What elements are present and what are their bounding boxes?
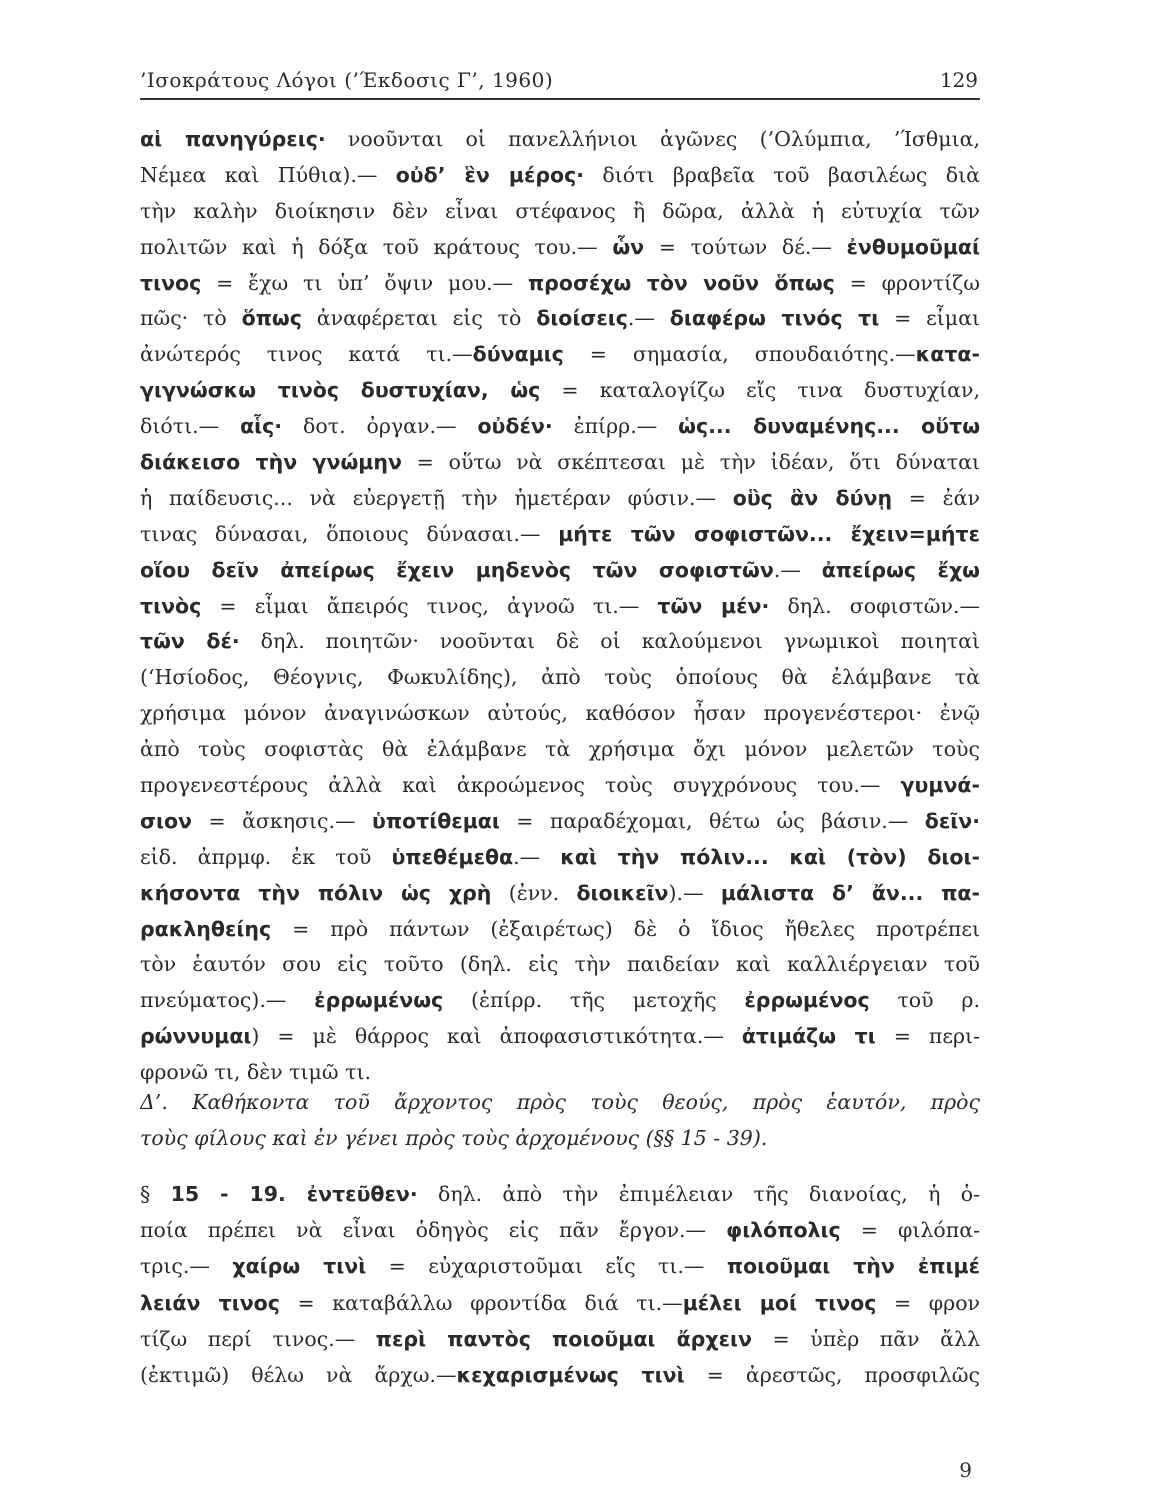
headword: δεῖν· (924, 808, 981, 833)
headword: οὐδέν· (477, 414, 553, 439)
section-heading-line-2: τοὺς φίλους καὶ ἐν γένει πρὸς τοὺς ἀρχομένους (§§ 15 - 39). (140, 1125, 768, 1150)
headword: ἐρρωμένως (314, 988, 444, 1013)
gloss-text: τρις.— (140, 1254, 233, 1279)
gloss-text: δηλ. ἀπὸ τὴν ἐπιμέλειαν τῆς διανοίας, ἡ ὁ- (417, 1182, 980, 1206)
gloss-text: φρονῶ τι, δὲν τιμῶ τι. (140, 1060, 372, 1085)
gloss-text: ἐπίρρ.— (552, 414, 679, 439)
text-line (140, 696, 980, 732)
headword: δύναμις (472, 342, 564, 367)
headword: μάλιστα δ’ ἄν... πα- (720, 880, 980, 905)
text-line (140, 840, 980, 876)
text-line (140, 553, 980, 589)
gloss-text: εἰδ. ἀπρμφ. ἐκ τοῦ (140, 844, 392, 869)
headword: ρώννυμαι (140, 1024, 252, 1049)
text-line (140, 158, 980, 194)
gloss-text: διότι.— (140, 414, 241, 439)
gloss-text: = ἔχω τι ὑπ’ ὄψιν μου.— (201, 270, 528, 295)
gloss-text: = πρὸ πάντων (ἐξαιρέτως) δὲ ὁ ἴδιος ἤθελες προτρέπει (271, 916, 980, 941)
glossary-text-block-1 (140, 122, 980, 1091)
gloss-text: τὴν καλὴν διοίκησιν δὲν εἶναι στέφανος ἢ δῶρα, ἀλλὰ ἡ εὐτυχία τῶν (140, 198, 980, 223)
running-header (140, 68, 980, 98)
gloss-text: πῶς· τὸ (140, 306, 242, 331)
gloss-text: Νέμεα καὶ Πύθια).— (140, 162, 396, 187)
signature-mark: 9 (959, 1458, 972, 1482)
gloss-text: ἀναφέρεται εἰς τὸ (301, 306, 537, 331)
gloss-text: πνεύματος).— (140, 988, 315, 1013)
text-line (140, 122, 980, 158)
gloss-text: προγενεστέρους ἀλλὰ καὶ ἀκροώμενος τοὺς συγχρόνους του.— (140, 773, 901, 798)
text-line (140, 373, 980, 409)
text-line (140, 409, 980, 445)
text-line (140, 768, 980, 804)
gloss-text: (ἐνν. (491, 880, 577, 905)
text-line (140, 912, 980, 948)
gloss-text: = ἐάν (892, 485, 980, 510)
gloss-text: = εἶμαι ἄπειρός τινος, ἀγνοῶ τι.— (201, 593, 658, 618)
headword: ἀτιμάζω τι (741, 1024, 876, 1049)
section-heading-line-1: Δ’. Καθήκοντα τοῦ ἄρχοντος πρὸς τοὺς θεούς, πρὸς ἑαυτόν, πρὸς (140, 1090, 980, 1114)
headword: λειάν τινος (140, 1290, 280, 1315)
text-line (140, 1212, 980, 1248)
gloss-text: = καταλογίζω εἴς τινα δυστυχίαν, (540, 378, 980, 403)
headword: κατα- (915, 342, 980, 367)
headword: ποιοῦμαι τὴν ἐπιμέ (726, 1254, 981, 1279)
headword: κεχαρισμένως τινὶ (456, 1362, 685, 1387)
headword: τινος (140, 270, 202, 295)
text-line (140, 337, 980, 373)
gloss-text: = φροντίζω (834, 270, 980, 295)
gloss-text: = σημασία, σπουδαιότης.— (563, 342, 916, 367)
gloss-text: = φιλόπα- (840, 1218, 980, 1243)
text-line (140, 1019, 980, 1055)
text-line (140, 517, 980, 553)
text-line (140, 230, 980, 266)
gloss-text: ἀνώτερός τινος κατά τι.— (140, 342, 473, 367)
gloss-text: τοῦ ρ. (869, 988, 980, 1013)
headword: ρακληθείης (140, 916, 272, 941)
text-line (140, 301, 980, 337)
headword: χαίρω τινὶ (232, 1254, 367, 1279)
headword: καὶ τὴν πόλιν... καὶ (τὸν) διοι- (560, 844, 981, 869)
headword: ὧν (612, 234, 645, 259)
headword: ἐνθυμοῦμαί (846, 234, 980, 259)
headword: διοικεῖν (576, 880, 669, 905)
text-line (140, 1248, 980, 1284)
gloss-text: = φρον (876, 1290, 980, 1315)
headword: ὑποτίθεμαι (371, 808, 500, 833)
gloss-text: ἀπὸ τοὺς σοφιστὰς θὰ ἐλάμβανε τὰ χρήσιμα ὄχι μόνον μελετῶν τοὺς (140, 737, 980, 762)
glossary-text-block-2 (140, 1176, 980, 1393)
headword: ὑπεθέμεθα (391, 844, 514, 869)
gloss-text: τίζω περί τινος.— (140, 1326, 376, 1351)
gloss-text: = παραδέχομαι, θέτω ὡς βάσιν.— (499, 808, 925, 833)
headword: κήσοντα τὴν πόλιν ὡς χρὴ (140, 880, 492, 905)
headword: προσέχω τὸν νοῦν ὅπως (527, 270, 835, 295)
text-line (140, 732, 980, 768)
headword: μήτε τῶν σοφιστῶν... ἔχειν=μήτε (558, 521, 980, 546)
headword: περὶ παντὸς ποιοῦμαι ἄρχειν (375, 1326, 752, 1351)
text-line (140, 1357, 980, 1393)
headword: ὡς... δυναμένης... οὕτω (678, 414, 981, 439)
headword: αἷς· (240, 414, 283, 439)
headword: ἀπείρως ἔχω (821, 557, 980, 582)
gloss-text: (‘Ησίοδος, Θέογνις, Φωκυλίδης), ἀπὸ τοὺς ὁποίους θὰ ἐλάμβανε τὰ (140, 665, 980, 690)
text-line (140, 1176, 980, 1212)
text-line (140, 876, 980, 912)
gloss-text: = ἀρεστῶς, προσφιλῶς (684, 1362, 980, 1387)
gloss-text: χρήσιμα μόνον ἀναγινώσκων αὐτούς, καθόσον ἦσαν προγενέστεροι· ἐνῷ (140, 701, 980, 726)
gloss-text: τὸν ἑαυτόν σου εἰς τοῦτο (δηλ. εἰς τὴν παιδείαν καὶ καλλιέργειαν τοῦ (140, 952, 980, 977)
text-line (140, 804, 980, 840)
gloss-text: = οὕτω νὰ σκέπτεσαι μὲ τὴν ἰδέαν, ὅτι δύναται (401, 450, 980, 475)
gloss-text: .— (627, 306, 670, 331)
gloss-text: δηλ. ποιητῶν· νοοῦνται δὲ οἱ καλούμενοι γνωμικοὶ ποιηταὶ (239, 629, 980, 654)
headword: ἐρρωμένος (744, 988, 870, 1013)
text-line (140, 589, 980, 625)
text-line (140, 481, 980, 517)
headword: 15 - 19. ἐντεῦθεν· (170, 1182, 418, 1206)
headword: αἱ πανηγύρεις· (140, 127, 326, 151)
gloss-text: = ὑπὲρ πᾶν ἄλλ (751, 1326, 980, 1351)
text-line (140, 266, 980, 302)
headword: σιον (140, 808, 193, 833)
text-line (140, 1285, 980, 1321)
document-page (140, 0, 980, 1500)
headword: διοίσεις (536, 306, 628, 331)
section-heading (140, 1084, 980, 1156)
gloss-text: δοτ. ὀργαν.— (282, 414, 478, 439)
gloss-text: = τούτων δέ.— (644, 234, 847, 259)
headword: οὓς ἂν δύνῃ (732, 485, 893, 510)
headword: διαφέρω τινός τι (669, 306, 880, 331)
gloss-text: .— (513, 844, 561, 869)
text-line (140, 983, 980, 1019)
headword: τῶν δέ· (140, 629, 240, 654)
header-rule (140, 98, 980, 100)
headword: διάκεισο τὴν γνώμην (140, 450, 402, 475)
headword: τινὸς (140, 593, 202, 618)
headword: οὐδ’ ἓν μέρος· (395, 162, 585, 187)
page-number: 129 (939, 68, 978, 92)
gloss-text: (ἐκτιμῶ) θέλω νὰ ἄρχω.— (140, 1362, 457, 1387)
text-line (140, 194, 980, 230)
gloss-text: = ἄσκησις.— (192, 808, 372, 833)
headword: οἵου δεῖν ἀπείρως ἔχειν μηδενὸς τῶν σοφιστῶν (140, 557, 774, 582)
gloss-text: = εἶμαι (879, 306, 980, 331)
headword: τῶν μέν· (657, 593, 770, 618)
gloss-text: ἡ παίδευσις... νὰ εὐεργετῇ τὴν ἡμετέραν φύσιν.— (140, 485, 733, 510)
header-title: ’Ισοκράτους Λόγοι (’Έκδοσις Γ’, 1960) (140, 68, 554, 92)
headword: φιλόπολις (726, 1218, 841, 1243)
gloss-text: τινας δύνασαι, ὅποιους δύνασαι.— (140, 521, 559, 546)
headword: γυμνά- (900, 773, 980, 798)
gloss-text: διότι βραβεῖα τοῦ βασιλέως διὰ (584, 162, 980, 187)
gloss-text: ) = μὲ θάρρος καὶ ἀποφασιστικότητα.— (251, 1024, 742, 1049)
gloss-text: = καταβάλλω φροντίδα διά τι.— (279, 1290, 683, 1315)
text-line (140, 445, 980, 481)
gloss-text: = περι- (875, 1024, 980, 1049)
headword: ὅπως (241, 306, 302, 331)
gloss-text: .— (773, 557, 822, 582)
gloss-text: δηλ. σοφιστῶν.— (769, 593, 981, 618)
gloss-text: (ἐπίρρ. τῆς μετοχῆς (443, 988, 745, 1013)
gloss-text: § (140, 1182, 171, 1206)
gloss-text: = εὐχαριστοῦμαι εἴς τι.— (366, 1254, 727, 1279)
gloss-text: ).— (668, 880, 721, 905)
text-line (140, 1321, 980, 1357)
gloss-text: ποία πρέπει νὰ εἶναι ὁδηγὸς εἰς πᾶν ἔργον.— (140, 1218, 727, 1243)
text-line (140, 624, 980, 660)
text-line (140, 947, 980, 983)
headword: μέλει μοί τινος (682, 1290, 877, 1315)
gloss-text: πολιτῶν καὶ ἡ δόξα τοῦ κράτους του.— (140, 234, 613, 259)
text-line (140, 660, 980, 696)
gloss-text: νοοῦνται οἱ πανελλήνιοι ἀγῶνες (’Ολύμπια, ’Ίσθμια, (325, 127, 980, 151)
headword: γιγνώσκω τινὸς δυστυχίαν, ὡς (140, 378, 541, 403)
